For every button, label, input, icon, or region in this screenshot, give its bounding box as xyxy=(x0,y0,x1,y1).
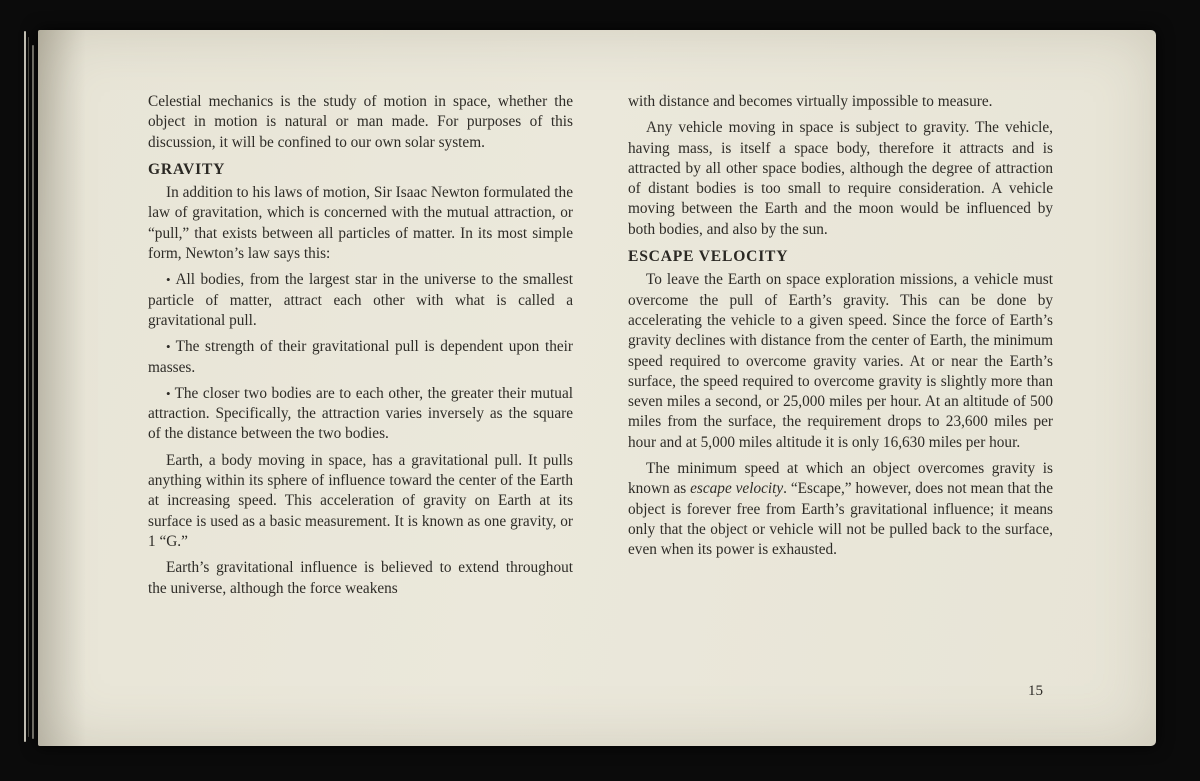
book-page xyxy=(38,30,1156,746)
paragraph: with distance and becomes virtually impossible to measure. xyxy=(628,93,993,110)
paragraph: Any vehicle moving in space is subject to gravity. The vehicle, having mass, is itself a space body, therefore it attracts and is attracted by all other space bodies, although the degree of attraction of distant bodies is too small to require consideration. A vehicle moving between the Earth and the moon would be influenced by both bodies, and also by the sun. xyxy=(628,119,1053,238)
section-heading: GRAVITY xyxy=(148,160,226,178)
page-edge xyxy=(32,45,34,739)
bullet-dot-icon: • xyxy=(166,272,176,288)
paragraph: In addition to his laws of motion, Sir Isaac Newton formulated the law of gravitation, which is concerned with the mutual attraction, or “pull,” that exists between all particles of matter. In its most simple form, Newton’s law says this: xyxy=(148,184,573,263)
bullet-item: • The closer two bodies are to each other, the greater their mutual attraction. Specifically, the attraction varies inversely as the square of the distance between the two bodies. xyxy=(148,384,573,443)
bullet-item: • All bodies, from the largest star in the universe to the smallest particle of matter, attract each other with what is called a gravitational pull. xyxy=(148,271,573,329)
text-column-right xyxy=(628,92,1053,567)
paragraph: Celestial mechanics is the study of motion in space, whether the object in motion is natural or man made. For purposes of this discussion, it will be confined to our own solar system. xyxy=(148,93,573,151)
bullet-dot-icon: • xyxy=(166,385,175,401)
page-edge xyxy=(24,31,26,742)
page-number: 15 xyxy=(1028,683,1043,699)
paragraph: Earth’s gravitational influence is believed to extend throughout the universe, although the force weakens xyxy=(148,559,573,597)
paragraph: The minimum speed at which an object overcomes gravity is known as escape velocity. “Escape,” however, does not mean that the object is forever free from Earth’s gravitational influence; it means only that the object or vehicle will not be pulled back to the surface, even when its power is exhausted. xyxy=(628,460,1053,559)
bullet-dot-icon: • xyxy=(166,339,176,355)
page-edge xyxy=(28,37,29,737)
bullet-item: • The strength of their gravitational pull is dependent upon their masses. xyxy=(148,338,573,376)
text-column-left xyxy=(148,92,573,605)
section-heading: ESCAPE VELOCITY xyxy=(628,248,789,266)
gutter-shadow xyxy=(38,30,86,746)
paragraph: Earth, a body moving in space, has a gravitational pull. It pulls anything within its sphere of influence toward the center of the Earth at increasing speed. This acceleration of gravity on Earth at its surface is used as a basic measurement. It is known as one gravity, or 1 “G.” xyxy=(148,451,573,550)
paragraph: To leave the Earth on space exploration missions, a vehicle must overcome the pull of Earth’s gravity. This can be done by accelerating the vehicle to a given speed. Since the force of Earth’s gravity declines with distance from the center of Earth, the minimum speed required to overcome gravity varies. At or near the Earth’s surface, the speed required to overcome gravity is slightly more than seven miles a second, or 25,000 miles per hour. At an altitude of 500 miles from the surface, the requirement drops to 23,600 miles per hour and at 5,000 miles altitude it is only 16,630 miles per hour. xyxy=(628,271,1053,451)
